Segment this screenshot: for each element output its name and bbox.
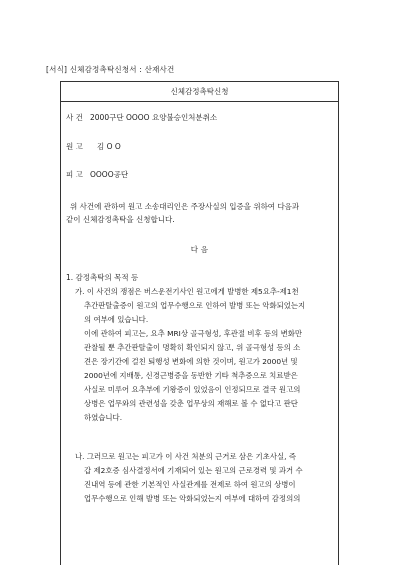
paragraph-line: 의 여부에 있습니다. — [84, 315, 149, 324]
plaintiff-label: 원 고 — [66, 142, 83, 151]
section-heading: 다 음 — [190, 245, 209, 254]
title-divider — [61, 101, 338, 102]
section-title: 1. 감정촉탁의 목적 등 — [66, 273, 139, 282]
defendant-value: OOOO공단 — [90, 170, 129, 179]
case-value: 2000구단 OOOO 요양불승인처분취소 — [90, 113, 218, 122]
paragraph-line: 가. 이 사건의 쟁점은 버스운전기사인 원고에게 발병한 제5요추-제1천 — [75, 287, 299, 296]
document-title: 신체감정촉탁신청 — [170, 87, 229, 96]
paragraph-line: 추간판탈출증이 원고의 업무수행으로 인하여 발병 또는 악화되었는지 — [84, 301, 306, 310]
plaintiff-value: 김 O O — [97, 142, 121, 151]
paragraph-line: 나. 그러므로 원고는 피고가 이 사건 처분의 근거로 삼은 기초사실, 즉 — [75, 452, 296, 461]
paragraph-line: 2000년에 지배통, 신경근병증을 동반한 기타 척추증으로 치료받은 — [84, 371, 298, 380]
form-label: [서식] 신체감정촉탁신청서 : 산재사건 — [46, 65, 175, 74]
paragraph-line: 업무수행으로 인해 발병 또는 악화되었는지 여부에 대하여 감정의의 — [84, 494, 301, 503]
paragraph-line: 갑 제2호증 심사결정서에 기재되어 있는 원고의 근로경력 및 과거 수 — [84, 466, 303, 475]
document-frame — [60, 81, 339, 565]
case-label: 사 건 — [66, 113, 83, 122]
defendant-label: 피 고 — [66, 170, 83, 179]
paragraph-line: 하였습니다. — [84, 413, 123, 422]
paragraph-line: 상병은 업무와의 관련성을 갖춘 업무상의 재해로 볼 수 없다고 판단 — [84, 399, 298, 408]
paragraph-line: 이에 관하여 피고는, 요추 MRI상 골극형성, 후관절 비후 등의 변화만 — [84, 329, 303, 338]
intro-line: 위 사건에 관하여 원고 소송대리인은 주장사실의 입증을 위하여 다음과 — [70, 202, 300, 211]
paragraph-line: 견은 장기간에 걸친 퇴행성 변화에 의한 것이며, 원고가 2000년 및 — [84, 357, 298, 366]
paragraph-line: 진내역 등에 관한 기본적인 사실관계를 전제로 하여 원고의 상병이 — [84, 480, 296, 489]
paragraph-line: 사실로 미루어 요추부에 기왕증이 있었음이 인정되므로 결국 원고의 — [84, 385, 301, 394]
paragraph-line: 관찰될 뿐 추간판탈출이 명확히 확인되지 않고, 위 골극형성 등의 소 — [84, 343, 301, 352]
intro-line: 같이 신체감정촉탁을 신청합니다. — [66, 215, 175, 224]
